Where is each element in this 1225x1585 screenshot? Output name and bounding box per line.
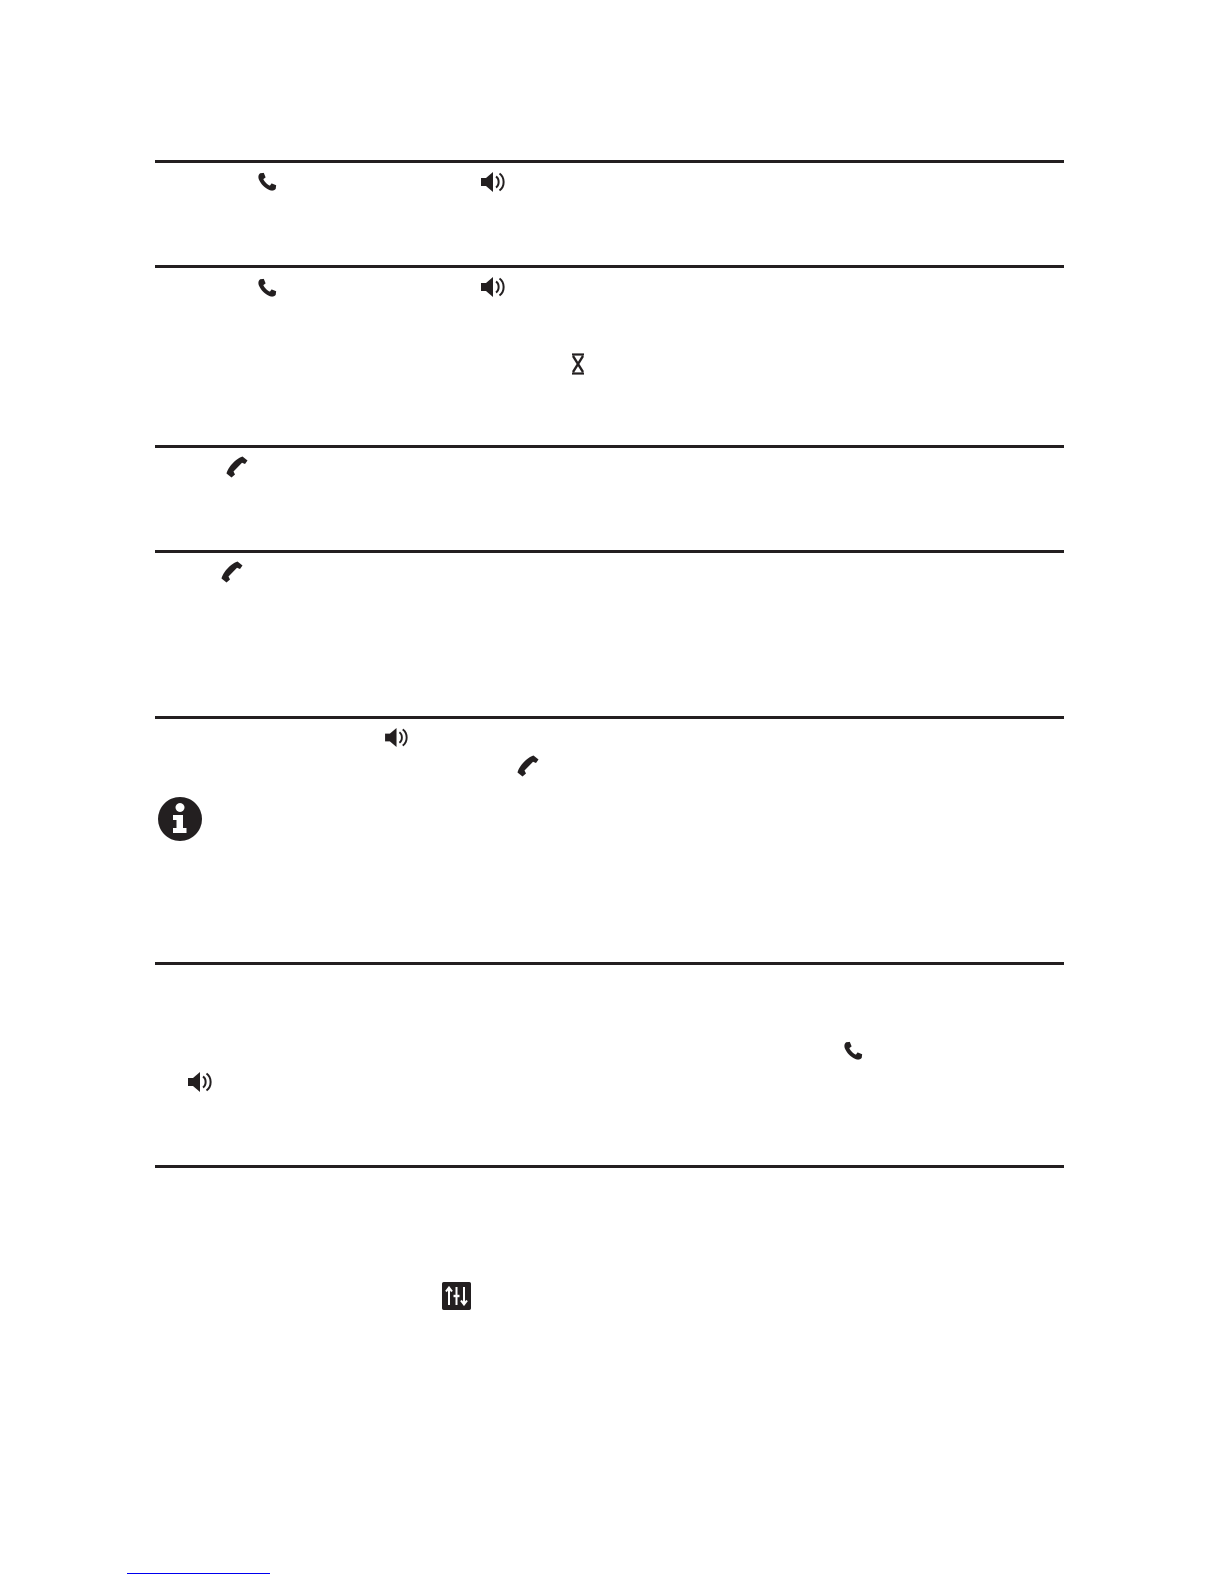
phone-handset-icon [256, 171, 278, 193]
footer-link[interactable] [127, 1573, 270, 1574]
phone-handset-icon [256, 277, 278, 299]
star-key-icon [570, 353, 586, 375]
section-divider [155, 550, 1064, 553]
end-call-icon [220, 560, 244, 584]
section-divider [155, 962, 1064, 965]
speaker-icon [480, 171, 507, 193]
phone-handset-icon [842, 1040, 864, 1062]
speaker-icon [480, 276, 507, 298]
end-call-icon [225, 455, 249, 479]
section-divider [155, 445, 1064, 448]
info-icon [157, 796, 203, 842]
section-divider [155, 716, 1064, 719]
section-divider [155, 265, 1064, 268]
equalizer-icon [442, 1282, 471, 1310]
section-divider [155, 160, 1064, 163]
speaker-icon [384, 727, 410, 748]
speaker-icon [187, 1071, 214, 1093]
end-call-icon [516, 754, 540, 778]
section-divider [155, 1165, 1064, 1168]
